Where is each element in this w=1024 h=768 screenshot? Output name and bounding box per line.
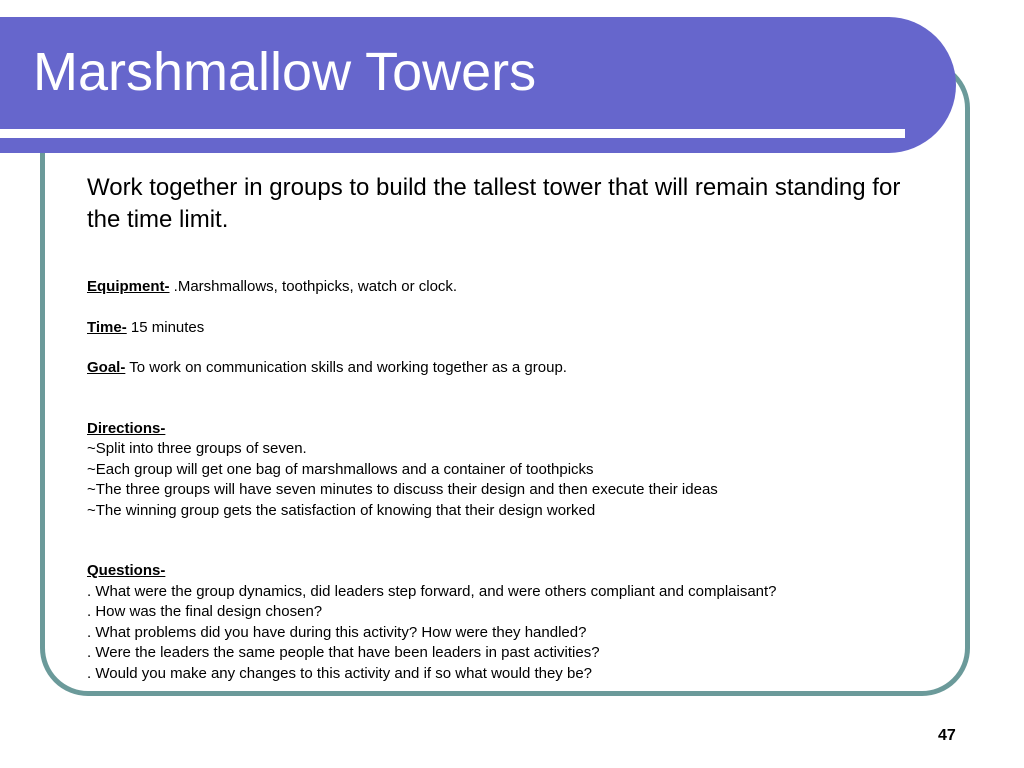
question-item: . Were the leaders the same people that have been leaders in past activities?	[87, 644, 600, 661]
page-number: 47	[938, 727, 956, 744]
question-item: . What problems did you have during this activity? How were they handled?	[87, 623, 587, 641]
questions-label: Questions-	[87, 562, 166, 579]
directions-section	[87, 419, 927, 522]
goal-label: Goal-	[87, 359, 126, 376]
questions-section	[87, 561, 927, 684]
question-item: . Would you make any changes to this activity and if so what would they be?	[87, 664, 593, 682]
intro-text: Work together in groups to build the tallest tower that will remain standing for the time limit.	[87, 174, 901, 233]
time-text: 15 minutes	[126, 318, 205, 336]
time-label: Time-	[87, 318, 127, 336]
directions-item: ~Split into three groups of seven.	[87, 440, 307, 457]
equipment-text: .Marshmallows, toothpicks, watch or clock.	[169, 278, 458, 295]
directions-item: ~The three groups will have seven minutes to discuss their design and then execute their ideas	[87, 481, 718, 498]
goal-text: To work on communication skills and working together as a group.	[125, 359, 567, 376]
equipment-line	[87, 277, 927, 298]
directions-item: ~Each group will get one bag of marshmallows and a container of toothpicks	[87, 460, 594, 478]
slide-body	[87, 172, 927, 684]
directions-item: ~The winning group gets the satisfaction of knowing that their design worked	[87, 501, 596, 519]
question-item: . How was the final design chosen?	[87, 603, 323, 620]
goal-line	[87, 358, 927, 379]
title-divider	[0, 129, 905, 138]
directions-label: Directions-	[87, 419, 166, 437]
time-line	[87, 318, 927, 339]
equipment-label: Equipment-	[87, 278, 170, 295]
question-item: . What were the group dynamics, did leaders step forward, and were others compliant and complaisant?	[87, 582, 777, 600]
slide-title: Marshmallow Towers	[33, 42, 537, 102]
